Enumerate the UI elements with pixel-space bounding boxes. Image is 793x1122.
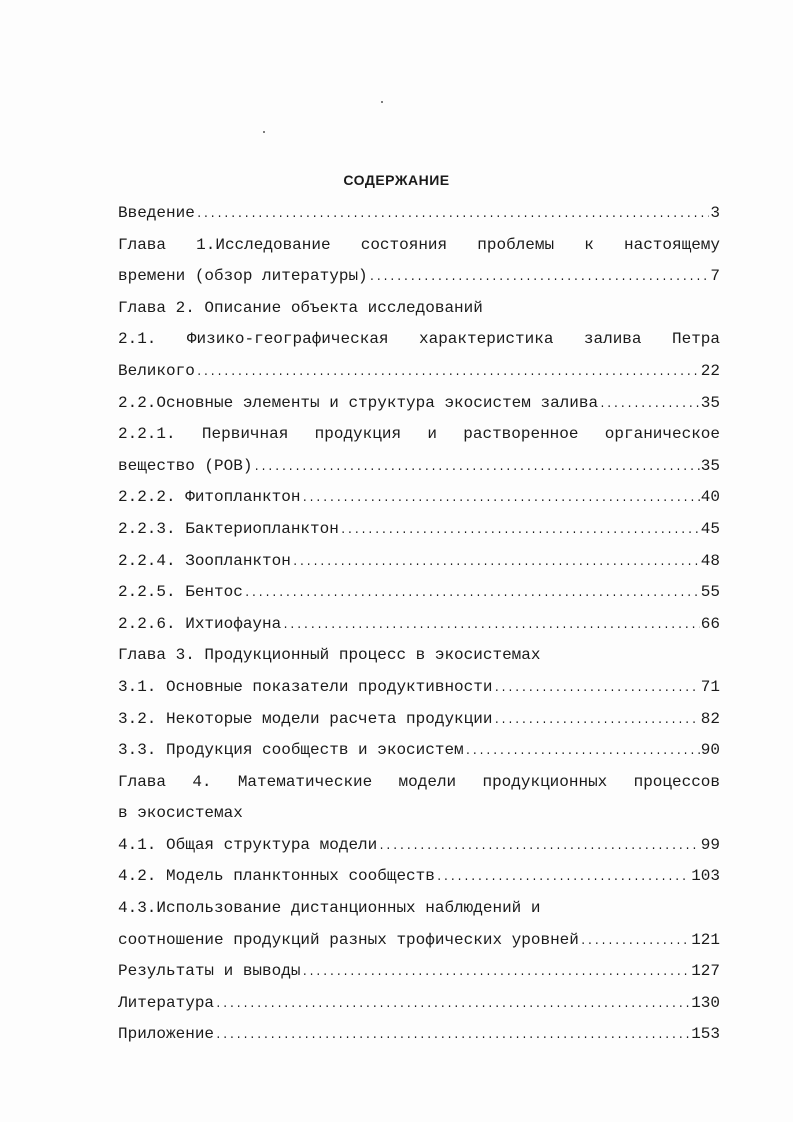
table-of-contents xyxy=(118,198,720,1051)
toc-page-number: 103 xyxy=(691,867,720,886)
dot-leader xyxy=(599,390,700,422)
toc-line xyxy=(118,925,720,957)
toc-page-number: 66 xyxy=(700,614,720,633)
toc-entry-text: 2.2.5. Бентос xyxy=(118,583,243,602)
toc-entry-text: вещество (РОВ) xyxy=(118,456,253,475)
scan-speck xyxy=(381,101,383,103)
toc-entry-text: Великого xyxy=(118,361,195,380)
dot-leader xyxy=(436,863,690,895)
toc-page-number: 48 xyxy=(700,551,720,570)
toc-entry-text: Глава 3. Продукционный процесс в экосистемах xyxy=(118,646,541,665)
toc-entry-text: 2.2.1. Первичная продукция и растворенное органическое xyxy=(118,425,720,444)
dot-leader xyxy=(340,516,700,548)
dot-leader xyxy=(244,579,700,611)
toc-page-number: 71 xyxy=(700,677,720,696)
toc-line xyxy=(118,956,720,988)
dot-leader xyxy=(580,927,690,959)
toc-entry-text: 4.3.Использование дистанционных наблюдений и xyxy=(118,899,541,918)
toc-page-number: 153 xyxy=(691,1025,720,1044)
dot-leader xyxy=(215,990,690,1022)
toc-entry-text: 2.2.3. Бактериопланктон xyxy=(118,519,339,538)
toc-line xyxy=(118,577,720,609)
toc-line xyxy=(118,640,720,672)
toc-entry-text: 4.1. Общая структура модели xyxy=(118,835,378,854)
toc-line xyxy=(118,546,720,578)
toc-page-number: 35 xyxy=(700,393,720,412)
toc-line xyxy=(118,293,720,325)
dot-leader xyxy=(196,358,700,390)
toc-entry-text: 2.2.Основные элементы и структура экосистем залива xyxy=(118,393,599,412)
toc-line xyxy=(118,609,720,641)
dot-leader xyxy=(282,611,700,643)
toc-entry-text: Приложение xyxy=(118,1025,215,1044)
toc-page-number: 127 xyxy=(691,962,720,981)
dot-leader xyxy=(215,1021,690,1053)
toc-line xyxy=(118,830,720,862)
toc-page-number: 121 xyxy=(691,930,720,949)
toc-entry-text: 2.2.6. Ихтиофауна xyxy=(118,614,282,633)
toc-line xyxy=(118,735,720,767)
toc-page-number: 35 xyxy=(700,456,720,475)
toc-entry-text: Литература xyxy=(118,993,215,1012)
toc-entry-text: 3.1. Основные показатели продуктивности xyxy=(118,677,493,696)
toc-line xyxy=(118,893,720,925)
toc-page-number: 99 xyxy=(700,835,720,854)
toc-page-number: 40 xyxy=(700,488,720,507)
toc-entry-text: Глава 2. Описание объекта исследований xyxy=(118,298,483,317)
dot-leader xyxy=(378,832,700,864)
toc-line xyxy=(118,324,720,356)
toc-entry-text: Введение xyxy=(118,204,195,222)
dot-leader xyxy=(253,453,699,485)
toc-line xyxy=(118,261,720,293)
toc-page-number: 45 xyxy=(700,519,720,538)
toc-line xyxy=(118,482,720,514)
toc-page-number: 130 xyxy=(691,993,720,1012)
dot-leader xyxy=(493,706,699,738)
toc-line xyxy=(118,861,720,893)
toc-entry-text: Результаты и выводы xyxy=(118,962,301,981)
toc-page-number: 90 xyxy=(700,741,720,760)
page-title: СОДЕРЖАНИЕ xyxy=(343,172,450,188)
toc-page-number: 55 xyxy=(700,583,720,602)
toc-entry-text: Глава 1.Исследование состояния проблемы к настоящему xyxy=(118,235,720,254)
toc-line xyxy=(118,419,720,451)
toc-line xyxy=(118,704,720,736)
toc-line xyxy=(118,356,720,388)
toc-entry-text: 2.1. Физико-географическая характеристика залива Петра xyxy=(118,330,720,349)
toc-line xyxy=(118,514,720,546)
toc-entry-text: времени (обзор литературы) xyxy=(118,267,368,286)
toc-entry-text: Глава 4. Математические модели продукционных процессов xyxy=(118,772,720,791)
dot-leader xyxy=(465,737,700,769)
toc-page-number: 3 xyxy=(710,204,720,222)
toc-line xyxy=(118,798,720,830)
toc-entry-text: соотношение продукций разных трофических уровней xyxy=(118,930,579,949)
dot-leader xyxy=(196,200,710,232)
dot-leader xyxy=(369,263,710,295)
toc-page-number: 82 xyxy=(700,709,720,728)
toc-entry-text: 3.3. Продукция сообществ и экосистем xyxy=(118,741,464,760)
dot-leader xyxy=(493,674,699,706)
toc-entry-text: 2.2.4. Зоопланктон xyxy=(118,551,291,570)
toc-line xyxy=(118,388,720,420)
toc-line xyxy=(118,672,720,704)
dot-leader xyxy=(301,484,699,516)
toc-entry-text: 3.2. Некоторые модели расчета продукции xyxy=(118,709,493,728)
scan-speck xyxy=(263,131,265,133)
toc-page-number: 22 xyxy=(700,361,720,380)
toc-line xyxy=(118,767,720,799)
toc-entry-text: 4.2. Модель планктонных сообществ xyxy=(118,867,435,886)
toc-line xyxy=(118,1019,720,1051)
toc-line xyxy=(118,988,720,1020)
dot-leader xyxy=(292,548,700,580)
toc-line xyxy=(118,451,720,483)
dot-leader xyxy=(301,958,690,990)
toc-page-number: 7 xyxy=(710,267,720,286)
toc-entry-text: 2.2.2. Фитопланктон xyxy=(118,488,301,507)
toc-line xyxy=(118,230,720,262)
toc-line xyxy=(118,198,720,230)
toc-entry-text: в экосистемах xyxy=(118,804,243,823)
